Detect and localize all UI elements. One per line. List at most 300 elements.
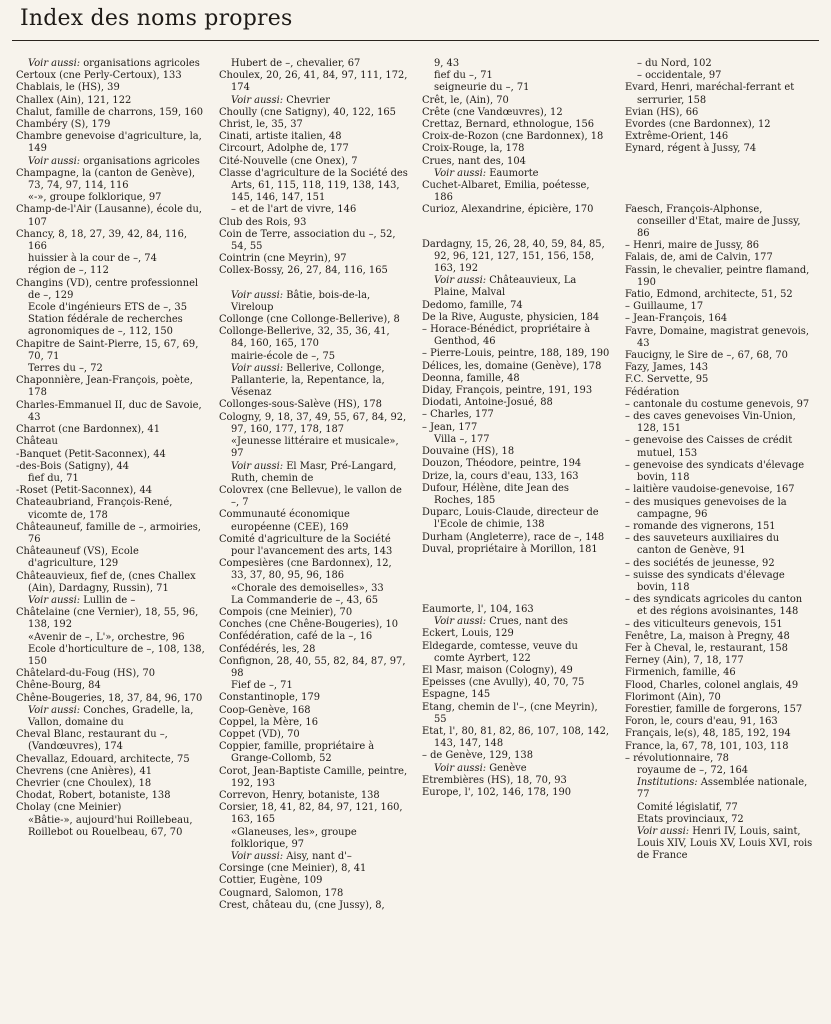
entry-text: Cinati, artiste italien, 48: [219, 131, 342, 143]
index-entry: [219, 399, 408, 411]
entry-text: Cheval Blanc, restaurant du –, (Vandœuvres), 174: [16, 729, 168, 753]
entry-text: organisations agricoles: [83, 58, 200, 69]
index-entry: [422, 471, 611, 483]
entry-text: Douzon, Théodore, peintre, 194: [422, 458, 582, 470]
index-entry: [625, 753, 814, 765]
index-entry: [219, 595, 408, 607]
index-entry: [422, 361, 611, 373]
entry-text: Cointrin (cne Meyrin), 97: [219, 253, 347, 265]
entry-text: Charles-Emmanuel II, duc de Savoie, 43: [16, 399, 202, 423]
entry-text: Club des Rois, 93: [219, 216, 307, 228]
entry-text: Etat, l', 80, 81, 82, 86, 107, 108, 142, 143, 147, 148: [422, 725, 610, 750]
index-entry: [625, 82, 814, 106]
index-entry: [16, 253, 205, 265]
entry-text: – des sociétés de jeunesse, 92: [625, 557, 775, 569]
index-entry: [219, 741, 408, 765]
index-entry: [422, 483, 611, 507]
entry-text: Crues, nant des: [489, 616, 568, 628]
index-entry: [422, 641, 611, 665]
index-entry: [16, 192, 205, 204]
index-entry: [16, 278, 205, 302]
entry-text: F.C. Servette, 95: [625, 374, 709, 386]
index-entry: [625, 741, 814, 753]
entry-text: Certoux (cne Perly-Certoux), 133: [16, 70, 182, 82]
entry-text: Collonge (cne Collonge-Bellerive), 8: [219, 314, 400, 326]
index-columns: [16, 58, 816, 1018]
index-entry: [422, 422, 611, 434]
entry-text: Coppel, la Mère, 16: [219, 716, 318, 728]
entry-text: Chevrier: [286, 94, 330, 106]
entry-text: Etats provinciaux, 72: [637, 813, 744, 825]
entry-text: De la Rive, Auguste, physicien, 184: [422, 311, 600, 323]
entry-text: mairie-école de –, 75: [231, 350, 336, 362]
see-also-label: Voir aussi:: [231, 362, 284, 374]
entry-text: – Pierre-Louis, peintre, 188, 189, 190: [422, 348, 610, 360]
index-entry: [219, 888, 408, 900]
index-entry: [16, 473, 205, 485]
entry-text: Classe d'agriculture de la Société des Arts, 61, 115, 118, 119, 138, 143, 145, 146, 147, 151: [219, 167, 408, 204]
entry-text: – romande des vignerons, 151: [625, 520, 776, 532]
entry-text: Châteauneuf (VS), Ecole d'agriculture, 129: [16, 546, 139, 570]
index-entry: [219, 851, 408, 863]
index-entry: [625, 301, 814, 313]
entry-text: Henri IV, Louis, saint, Louis XIV, Louis XV, Louis XVI, rois de France: [637, 825, 813, 862]
index-entry: [625, 484, 814, 496]
entry-text: «-», groupe folklorique, 97: [28, 192, 162, 204]
entry-text: Coin de Terre, association du –, 52, 54, 55: [219, 228, 396, 253]
index-entry: [422, 787, 611, 799]
index-entry: [625, 435, 814, 459]
index-entry: [422, 702, 611, 726]
entry-text: Durham (Angleterre), race de –, 148: [422, 531, 605, 543]
entry-text: – révolutionnaire, 78: [625, 752, 729, 764]
entry-text: Chêne-Bougeries, 18, 37, 84, 96, 170: [16, 692, 203, 704]
entry-text: Forestier, famille de forgerons, 157: [625, 703, 803, 715]
index-entry: [219, 619, 408, 631]
index-entry: [16, 436, 205, 448]
index-entry: [625, 387, 814, 399]
entry-text: Chodat, Robert, botaniste, 138: [16, 790, 171, 802]
entry-text: Coppet (VD), 70: [219, 728, 300, 740]
index-entry: [219, 558, 408, 582]
entry-text: Flood, Charles, colonel anglais, 49: [625, 679, 799, 691]
index-entry: [625, 497, 814, 521]
entry-text: France, la, 67, 78, 101, 103, 118: [625, 740, 789, 752]
entry-text: Crettaz, Bernard, ethnologue, 156: [422, 119, 595, 131]
see-also-label: Voir aussi:: [28, 594, 81, 606]
entry-text: Crête (cne Vandœuvres), 12: [422, 106, 563, 118]
entry-text: Evordes (cne Bardonnex), 12: [625, 119, 771, 131]
entry-text: «Glaneuses, les», groupe folklorique, 97: [231, 826, 357, 850]
index-entry: [16, 668, 205, 680]
index-entry: [422, 397, 611, 409]
index-entry: [219, 900, 408, 912]
index-entry: [16, 766, 205, 778]
index-entry: [16, 522, 205, 546]
entry-text: Extrême-Orient, 146: [625, 131, 729, 143]
entry-text: Fenêtre, La, maison à Pregny, 48: [625, 630, 790, 642]
entry-text: Firmenich, famille, 46: [625, 667, 736, 679]
index-entry: [219, 631, 408, 643]
entry-text: Duval, propriétaire à Morillon, 181: [422, 543, 598, 555]
index-entry: [219, 802, 408, 826]
entry-text: – des caves genevoises Vin-Union, 128, 151: [625, 411, 796, 435]
index-entry: [16, 461, 205, 473]
entry-text: fief du –, 71: [434, 70, 493, 82]
index-entry: [625, 643, 814, 655]
index-entry: [16, 497, 205, 521]
entry-text: – Guillaume, 17: [625, 301, 704, 313]
entry-text: Champ-de-l'Air (Lausanne), école du, 107: [16, 204, 202, 228]
entry-text: Fer à Cheval, le, restaurant, 158: [625, 642, 788, 654]
index-entry: [625, 704, 814, 716]
index-entry: [625, 58, 814, 70]
index-entry: [16, 729, 205, 753]
entry-text: Chambéry (S), 179: [16, 119, 111, 131]
index-column-1: [16, 58, 205, 1018]
index-entry: [422, 532, 611, 544]
index-entry: [16, 632, 205, 644]
entry-text: Bâtie, bois-de-la, Vireloup: [231, 289, 371, 313]
entry-text: Châteauneuf, famille de –, armoiries, 76: [16, 521, 201, 545]
index-entry: [219, 644, 408, 656]
index-entry: [16, 156, 205, 168]
entry-text: Chaponnière, Jean-François, poète, 178: [16, 375, 193, 399]
see-also-label: Voir aussi:: [28, 704, 81, 716]
entry-text: Château: [16, 436, 58, 448]
index-entry: [422, 300, 611, 312]
entry-text: Fassin, le chevalier, peintre flamand, 190: [625, 264, 810, 288]
entry-text: – genevoise des syndicats d'élevage bovin, 118: [625, 459, 805, 484]
index-entry: [16, 95, 205, 107]
index-entry: [219, 156, 408, 168]
index-entry: [219, 229, 408, 253]
index-entry: [625, 521, 814, 533]
entry-text: Circourt, Adolphe de, 177: [219, 143, 349, 155]
index-entry: [16, 595, 205, 607]
entry-text: Curioz, Alexandrine, épicière, 170: [422, 204, 594, 216]
index-entry: [625, 765, 814, 777]
index-entry: [625, 265, 814, 289]
index-entry: [219, 607, 408, 619]
index-entry: [219, 717, 408, 729]
index-entry: [219, 143, 408, 155]
entry-text: «Chorale des demoiselles», 33: [231, 582, 384, 594]
index-entry: [422, 239, 611, 276]
entry-text: Favre, Domaine, magistrat genevois, 43: [625, 325, 809, 349]
index-entry: [219, 204, 408, 216]
see-also-label: Voir aussi:: [434, 167, 487, 179]
entry-text: Europe, l', 102, 146, 178, 190: [422, 786, 572, 798]
index-entry: [625, 399, 814, 411]
index-entry: [625, 619, 814, 631]
entry-text: Chateaubriand, François-René, vicomte de, 178: [16, 497, 173, 521]
entry-text: – occidentale, 97: [637, 70, 722, 82]
index-entry: [422, 107, 611, 119]
index-entry: [219, 705, 408, 717]
index-entry: [16, 302, 205, 314]
entry-text: Hubert de –, chevalier, 67: [231, 58, 361, 69]
entry-text: organisations agricoles: [83, 155, 200, 167]
entry-text: -Banquet (Petit-Saconnex), 44: [16, 448, 166, 460]
entry-text: Collex-Bossy, 26, 27, 84, 116, 165: [219, 265, 388, 277]
entry-text: Croix-Rouge, la, 178: [422, 143, 525, 155]
entry-text: Colovrex (cne Bellevue), le vallon de –, 7: [219, 484, 402, 509]
index-entry: [625, 70, 814, 82]
entry-text: Christ, le, 35, 37: [219, 119, 303, 131]
index-entry: [219, 58, 408, 70]
entry-text: Constantinople, 179: [219, 692, 321, 704]
index-entry: [625, 777, 814, 801]
index-entry: [422, 168, 611, 180]
index-entry: [16, 424, 205, 436]
entry-text: «Bâtie-», aujourd'hui Roillebeau, Roillebot ou Rouelbeau, 67, 70: [28, 814, 193, 838]
index-entry: [422, 665, 611, 677]
entry-text: Chambre genevoise d'agriculture, la, 149: [16, 131, 202, 155]
entry-text: Eaumorte, l', 104, 163: [422, 603, 534, 615]
index-entry: [16, 546, 205, 570]
index-entry: [16, 802, 205, 814]
index-entry: [422, 628, 611, 640]
entry-text: Eynard, régent à Jussy, 74: [625, 143, 757, 155]
index-entry: [422, 70, 611, 82]
see-also-label: Voir aussi:: [637, 825, 690, 837]
entry-text: Compesières (cne Bardonnex), 12, 33, 37, 80, 95, 96, 186: [219, 558, 392, 582]
index-entry: [16, 82, 205, 94]
entry-text: Chancy, 8, 18, 27, 39, 42, 84, 116, 166: [16, 228, 188, 253]
index-entry: [422, 750, 611, 762]
index-entry: [625, 558, 814, 570]
index-entry: [422, 409, 611, 421]
entry-text: Châteauvieux, La Plaine, Malval: [434, 275, 577, 299]
index-entry: [422, 204, 611, 216]
entry-text: Dardagny, 15, 26, 28, 40, 59, 84, 85, 92, 96, 121, 127, 151, 156, 158, 163, 192: [422, 238, 605, 275]
entry-text: Cholay (cne Meinier): [16, 802, 122, 814]
entry-text: Chevrens (cne Anières), 41: [16, 765, 153, 777]
entry-text: Chêne-Bourg, 84: [16, 680, 101, 692]
index-entry: [422, 131, 611, 143]
index-entry: [422, 507, 611, 531]
index-entry: [625, 143, 814, 155]
index-entry: [219, 485, 408, 509]
index-entry: [422, 726, 611, 750]
index-entry: [422, 544, 611, 556]
entry-text: Champagne, la (canton de Genève), 73, 74, 97, 114, 116: [16, 167, 196, 192]
entry-text: Diday, François, peintre, 191, 193: [422, 385, 593, 397]
entry-text: Cottier, Eugène, 109: [219, 875, 323, 887]
entry-text: Fédération: [625, 386, 680, 398]
title-rule: [12, 40, 819, 41]
index-entry: [16, 400, 205, 424]
see-also-label: Voir aussi:: [28, 58, 81, 69]
entry-text: Terres du –, 72: [28, 363, 103, 375]
index-entry: [16, 375, 205, 399]
entry-text: Dufour, Hélène, dite Jean des Roches, 185: [422, 482, 569, 506]
index-entry: [422, 180, 611, 204]
entry-text: El Masr, maison (Cologny), 49: [422, 664, 573, 676]
entry-text: Deonna, famille, 48: [422, 372, 520, 384]
entry-text: Crêt, le, (Ain), 70: [422, 94, 509, 106]
entry-text: Crest, château du, (cne Jussy), 8,: [219, 899, 385, 911]
index-entry: [16, 754, 205, 766]
index-entry: [16, 815, 205, 839]
index-entry: [219, 131, 408, 143]
index-entry: [16, 339, 205, 363]
index-entry: [625, 655, 814, 667]
entry-text: Drize, la, cours d'eau, 133, 163: [422, 470, 579, 482]
index-entry: [625, 411, 814, 435]
entry-text: Challex (Ain), 121, 122: [16, 94, 132, 106]
entry-text: – cantonale du costume genevois, 97: [625, 398, 810, 410]
index-entry: [16, 644, 205, 668]
entry-text: huissier à la cour de –, 74: [28, 253, 157, 265]
index-entry: [625, 374, 814, 386]
index-entry: [16, 705, 205, 729]
index-entry: [16, 363, 205, 375]
index-entry: [422, 775, 611, 787]
entry-text: Eldegarde, comtesse, veuve du comte Ayrbert, 122: [422, 640, 578, 664]
index-entry: [219, 168, 408, 205]
entry-text: -Roset (Petit-Saconnex), 44: [16, 485, 153, 497]
entry-text: Cologny, 9, 18, 37, 49, 55, 67, 84, 92, 97, 160, 177, 178, 187: [219, 411, 407, 435]
entry-text: Faesch, François-Alphonse, conseiller d'Etat, maire de Jussy, 86: [625, 203, 801, 240]
entry-text: Confédération, café de la –, 16: [219, 631, 373, 643]
entry-text: 9, 43: [434, 58, 460, 69]
index-entry: [219, 290, 408, 314]
entry-text: Croix-de-Rozon (cne Bardonnex), 18: [422, 131, 604, 143]
entry-text: Assemblée nationale, 77: [637, 777, 808, 801]
entry-text: Douvaine (HS), 18: [422, 446, 515, 458]
index-entry: [422, 312, 611, 324]
index-entry: [16, 449, 205, 461]
index-column-3: [422, 58, 611, 1018]
index-entry: [219, 729, 408, 741]
see-also-label: Voir aussi:: [434, 275, 487, 287]
index-entry: [219, 95, 408, 107]
see-also-label: Voir aussi:: [231, 460, 284, 472]
entry-text: – Jean-François, 164: [625, 313, 728, 325]
see-also-label: Institutions:: [637, 777, 698, 789]
entry-text: Eckert, Louis, 129: [422, 628, 514, 640]
index-entry: [625, 802, 814, 814]
index-entry: [16, 107, 205, 119]
index-entry: [219, 827, 408, 851]
index-entry: [219, 692, 408, 704]
index-entry: [422, 58, 611, 70]
index-entry: [219, 119, 408, 131]
index-entry: [219, 253, 408, 265]
entry-text: région de –, 112: [28, 265, 109, 277]
entry-text: – du Nord, 102: [637, 58, 712, 69]
entry-text: La Commanderie de –, 43, 65: [231, 594, 379, 606]
index-entry: [422, 143, 611, 155]
entry-text: – des viticulteurs genevois, 151: [625, 618, 783, 630]
entry-text: Fatio, Edmond, architecte, 51, 52: [625, 289, 793, 301]
entry-text: Français, le(s), 48, 185, 192, 194: [625, 728, 791, 740]
index-entry: [625, 680, 814, 692]
entry-text: Correvon, Henry, botaniste, 138: [219, 789, 380, 801]
index-entry: [219, 314, 408, 326]
entry-text: – Charles, 177: [422, 409, 494, 421]
index-entry: [422, 156, 611, 168]
see-also-label: Voir aussi:: [231, 289, 284, 301]
entry-text: Ecole d'horticulture de –, 108, 138, 150: [28, 643, 205, 667]
index-entry: [422, 446, 611, 458]
index-entry: [625, 533, 814, 557]
index-entry: [219, 265, 408, 277]
entry-text: «Avenir de –, L'», orchestre, 96: [28, 631, 185, 643]
index-entry: [219, 436, 408, 460]
entry-text: Etrembières (HS), 18, 70, 93: [422, 774, 567, 786]
index-entry: [422, 689, 611, 701]
entry-text: – Jean, 177: [422, 421, 478, 433]
entry-text: Lullin de –: [83, 594, 136, 606]
entry-text: Diodati, Antoine-Josué, 88: [422, 397, 553, 409]
index-entry: [625, 728, 814, 740]
entry-text: Falais, de, ami de Calvin, 177: [625, 252, 773, 264]
entry-text: Bellerive, Collonge, Pallanterie, la, Repentance, la, Vésenaz: [231, 362, 385, 399]
index-entry: [219, 863, 408, 875]
index-entry: [422, 324, 611, 348]
entry-text: – laitière vaudoise-genevoise, 167: [625, 484, 795, 496]
index-entry: [422, 604, 611, 616]
index-entry: [625, 692, 814, 704]
index-entry: [16, 131, 205, 155]
index-entry: [422, 348, 611, 360]
index-entry: [422, 373, 611, 385]
entry-text: Evard, Henri, maréchal-ferrant et serrurier, 158: [625, 82, 795, 106]
entry-text: Fazy, James, 143: [625, 362, 709, 374]
entry-text: Ferney (Ain), 7, 18, 177: [625, 655, 744, 667]
entry-text: Cuchet-Albaret, Emilia, poétesse, 186: [422, 180, 590, 204]
index-entry: [219, 534, 408, 558]
index-entry: [219, 217, 408, 229]
entry-text: Faucigny, le Sire de –, 67, 68, 70: [625, 350, 788, 362]
index-entry: [625, 667, 814, 679]
entry-text: – des sauveteurs auxiliaires du canton de Genève, 91: [625, 533, 780, 557]
index-entry: [219, 656, 408, 680]
entry-text: Corsier, 18, 41, 82, 84, 97, 121, 160, 163, 165: [219, 802, 403, 826]
index-entry: [625, 460, 814, 484]
entry-text: Corot, Jean-Baptiste Camille, peintre, 192, 193: [219, 765, 408, 789]
entry-text: Coop-Genève, 168: [219, 704, 311, 716]
index-entry: [625, 313, 814, 325]
entry-text: Epeisses (cne Avully), 40, 70, 75: [422, 677, 585, 689]
entry-text: Charrot (cne Bardonnex), 41: [16, 424, 160, 436]
index-entry: [16, 119, 205, 131]
index-entry: [625, 326, 814, 350]
index-entry: [625, 131, 814, 143]
entry-text: Ecole d'ingénieurs ETS de –, 35: [28, 302, 187, 314]
entry-text: – des syndicats agricoles du canton et des régions avoisinantes, 148: [625, 594, 803, 618]
see-also-label: Voir aussi:: [28, 155, 81, 167]
index-entry: [625, 204, 814, 241]
entry-text: Duparc, Louis-Claude, directeur de l'Ecole de chimie, 138: [422, 507, 599, 531]
entry-text: Délices, les, domaine (Genève), 178: [422, 360, 602, 372]
entry-text: – de Genève, 129, 138: [422, 750, 533, 762]
index-entry: [625, 570, 814, 594]
index-entry: [16, 265, 205, 277]
entry-text: Choulex, 20, 26, 41, 84, 97, 111, 172, 174: [219, 70, 408, 94]
index-entry: [16, 70, 205, 82]
entry-text: Choully (cne Satigny), 40, 122, 165: [219, 106, 396, 118]
index-column-4: [625, 58, 814, 1018]
entry-text: seigneurie du –, 71: [434, 82, 530, 94]
entry-text: Cité-Nouvelle (cne Onex), 7: [219, 155, 358, 167]
index-entry: [219, 766, 408, 790]
index-entry: [219, 351, 408, 363]
see-also-label: Voir aussi:: [231, 851, 284, 862]
